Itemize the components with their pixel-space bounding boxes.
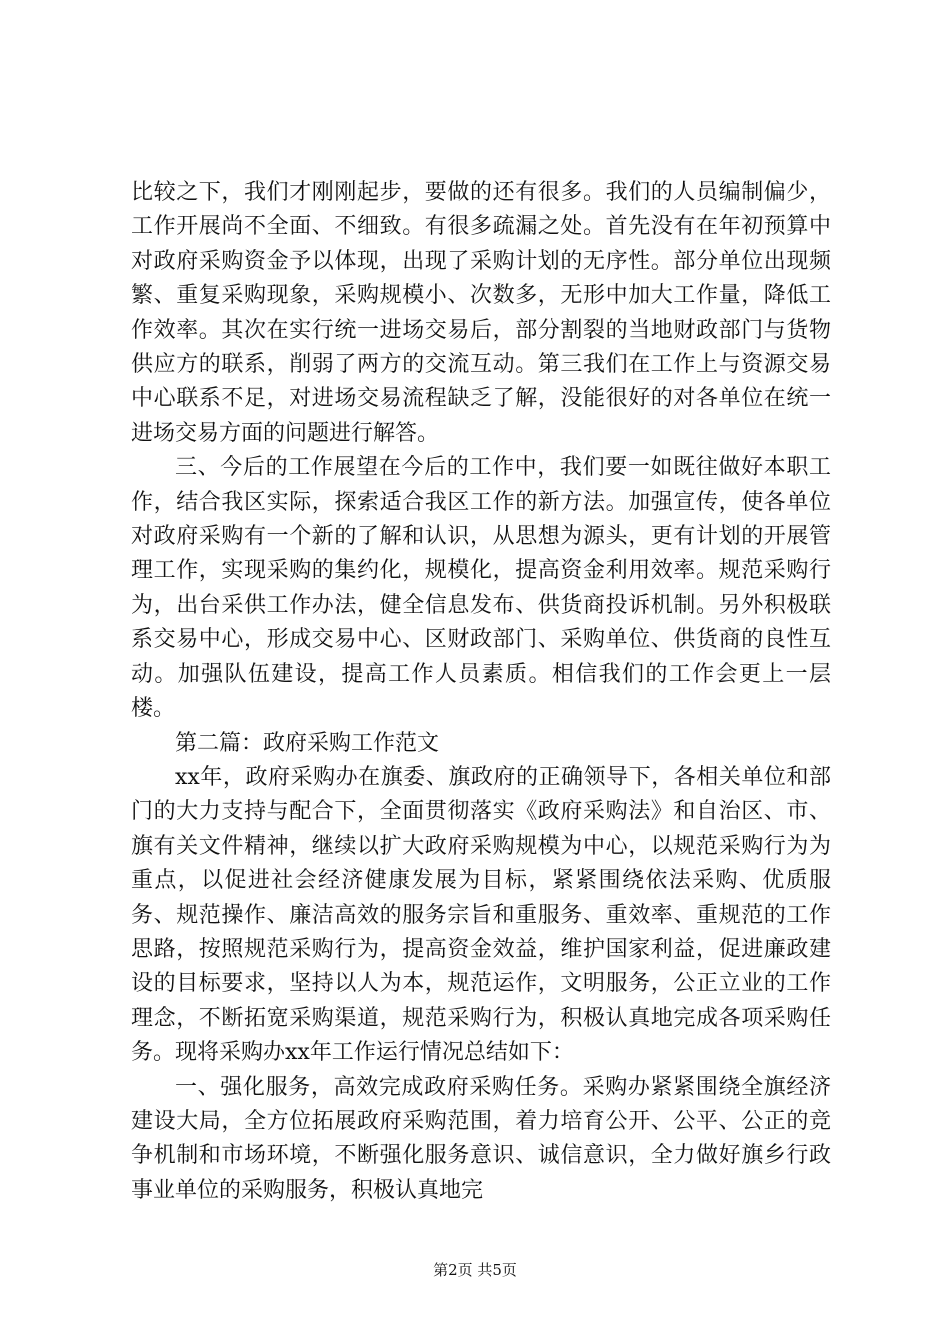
- paragraph-continuation: 比较之下，我们才刚刚起步，要做的还有很多。我们的人员编制偏少，工作开展尚不全面、不细致。有很多疏漏之处。首先没有在年初预算中对政府采购资金予以体现，出现了采购计划的无序性。部分单位出现频繁、重复采购现象，采购规模小、次数多，无形中加大工作量，降低工作效率。其次在实行统一进场交易后，部分割裂的当地财政部门与货物供应方的联系，削弱了两方的交流互动。第三我们在工作上与资源交易中心联系不足，对进场交易流程缺乏了解，没能很好的对各单位在统一进场交易方面的问题进行解答。: [131, 180, 831, 446]
- section-title: 第二篇：政府采购工作范文: [175, 730, 440, 756]
- page-footer: 第2页 共5页: [433, 1261, 517, 1279]
- paragraph-intro: xx年，政府采购办在旗委、旗政府的正确领导下，各相关单位和部门的大力支持与配合下，全面贯彻落实《政府采购法》和自治区、市、旗有关文件精神，继续以扩大政府采购规模为中心，以规范采购行为为重点，以促进社会经济健康发展为目标，紧紧围绕依法采购、优质服务、规范操作、廉洁高效的服务宗旨和重服务、重效率、重规范的工作思路，按照规范采购行为，提高资金效益，维护国家利益，促进廉政建设的目标要求，坚持以人为本，规范运作，文明服务，公正立业的工作理念，不断拓宽采购渠道，规范采购行为，积极认真地完成各项采购任务。现将采购办xx年工作运行情况总结如下：: [131, 764, 831, 1066]
- paragraph-outlook: 三、今后的工作展望在今后的工作中，我们要一如既往做好本职工作，结合我区实际，探索适合我区工作的新方法。加强宣传，使各单位对政府采购有一个新的了解和认识，从思想为源头，更有计划的开展管理工作，实现采购的集约化，规模化，提高资金利用效率。规范采购行为，出台采供工作办法，健全信息发布、供货商投诉机制。另外积极联系交易中心，形成交易中心、区财政部门、采购单位、供货商的良性互动。加强队伍建设，提高工作人员素质。相信我们的工作会更上一层楼。: [131, 455, 831, 722]
- paragraph-service: 一、强化服务，高效完成政府采购任务。采购办紧紧围绕全旗经济建设大局，全方位拓展政府采购范围，着力培育公开、公平、公正的竞争机制和市场环境，不断强化服务意识、诚信意识，全力做好旗乡行政事业单位的采购服务，积极认真地完: [131, 1074, 831, 1203]
- document-body: [131, 176, 831, 1208]
